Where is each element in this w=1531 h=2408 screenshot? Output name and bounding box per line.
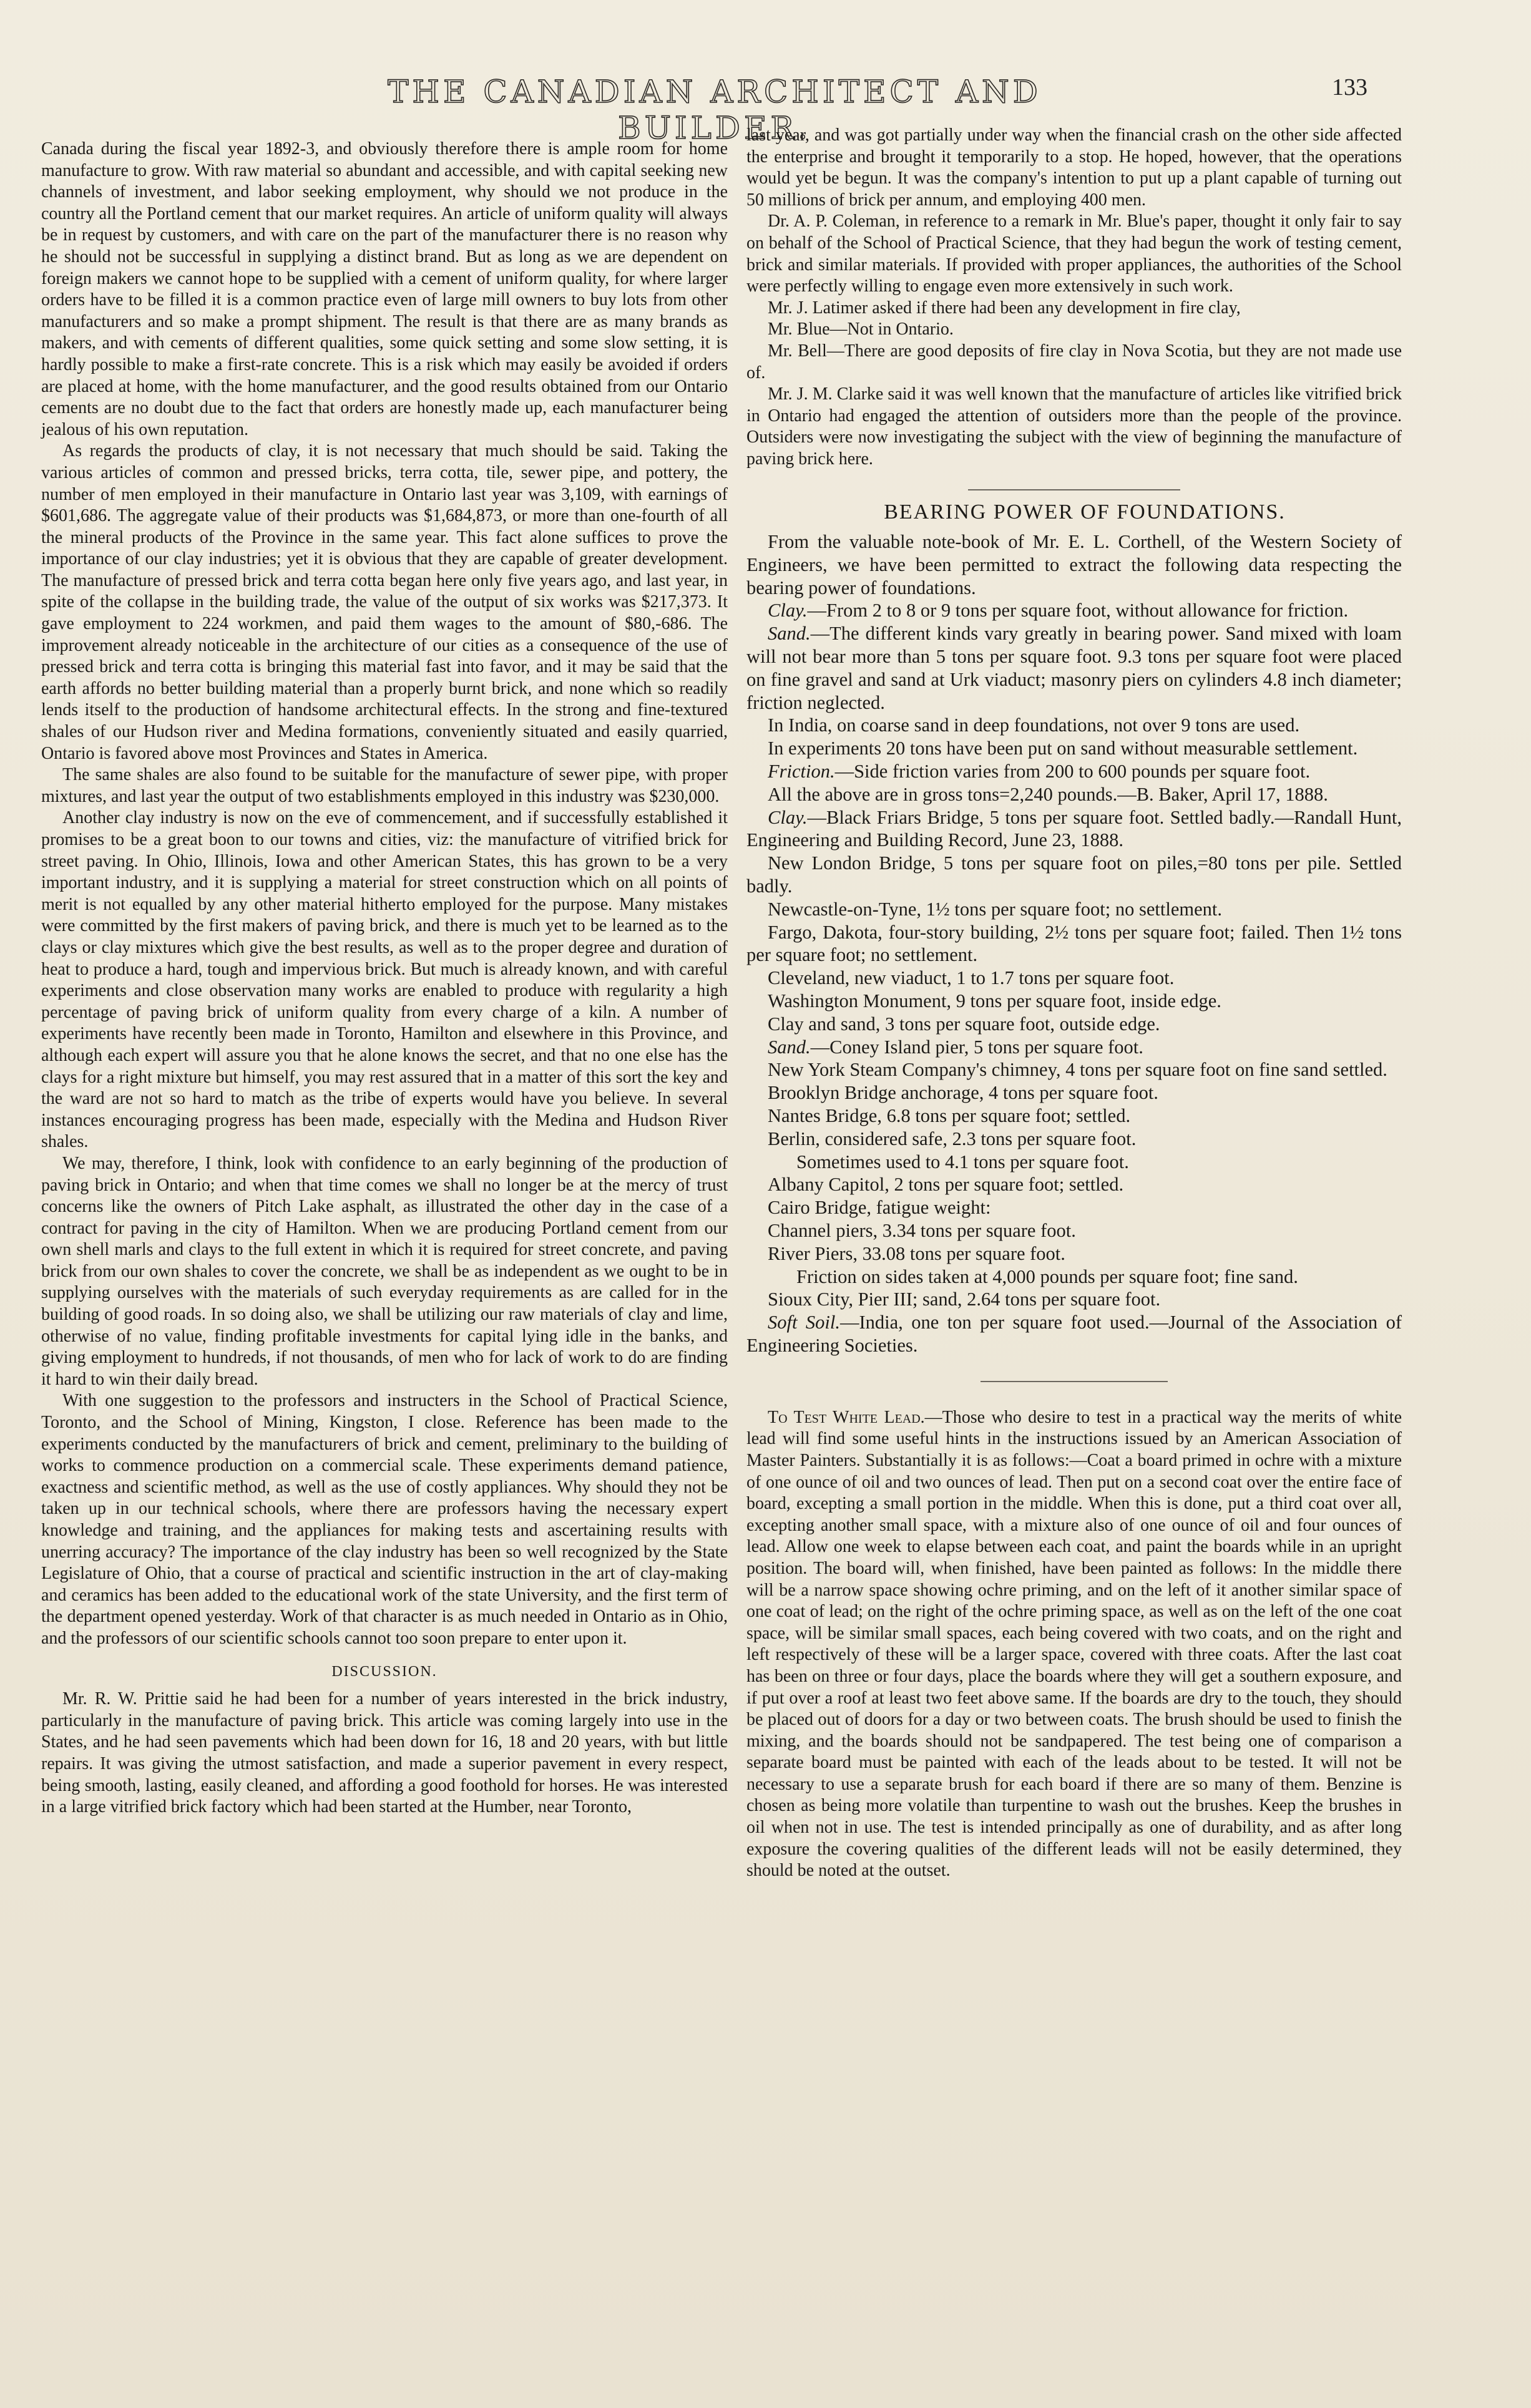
friction-label: Friction. — [768, 761, 835, 782]
clay-label: Clay. — [768, 600, 808, 621]
soft-soil-label: Soft Soil. — [768, 1312, 840, 1333]
paragraph — [746, 599, 1402, 622]
paragraph: We may, therefore, I think, look with confidence to an early beginning of the production of paving brick in Ontario; and when that time comes we shall no longer be at the mercy of trust concerns like the owners of Pitch Lake asphalt, as illustrated the other day in the case of a contract for paving in the city of Hamilton. When we are producing Portland cement from our own shell marls and clays to the full extent in which it is required for street concrete, and paving brick from our own shales to cover the concrete, we shall be as independent as we ought to be in supplying ourselves with the materials of such everyday requirements as are called for in the building of good roads. In so doing also, we shall be utilizing our raw materials of clay and lime, otherwise of no value, finding profitable investments for capital lying idle in the banks, and giving employment to hundreds, if not thousands, of men who for lack of work to do are finding it hard to win their daily bread. — [41, 1153, 728, 1389]
clay2-label: Clay. — [768, 806, 808, 828]
paragraph: Sioux City, Pier III; sand, 2.64 tons per square foot. — [768, 1289, 1161, 1310]
white-lead-article — [746, 1407, 1402, 1882]
paragraph: Washington Monument, 9 tons per square foot, inside edge. — [768, 990, 1221, 1012]
paragraph — [746, 1311, 1402, 1357]
section-title: BEARING POWER OF FOUNDATIONS. — [884, 500, 1286, 524]
paragraph: New London Bridge, 5 tons per square foot on piles,=80 tons per pile. Settled badly. — [746, 852, 1402, 897]
left-column — [41, 139, 728, 1818]
sand-label: Sand. — [768, 623, 811, 645]
clay-text: —From 2 to 8 or 9 tons per square foot, without allowance for friction. — [807, 600, 1349, 621]
paragraph: Channel piers, 3.34 tons per square foot. — [768, 1220, 1076, 1241]
paragraph: Mr. Blue—Not in Ontario. — [768, 319, 954, 339]
white-lead-title: To Test White Lead. — [768, 1407, 925, 1427]
paragraph: Brooklyn Bridge anchorage, 4 tons per square foot. — [768, 1082, 1158, 1104]
sand2-text: —Coney Island pier, 5 tons per square foot. — [810, 1036, 1143, 1058]
paragraph: From the valuable note-book of Mr. E. L. Corthell, of the Western Society of Engineers, we have been permitted to extract the following data respecting the bearing power of foundations. — [746, 531, 1402, 598]
paragraph: Canada during the fiscal year 1892-3, and obviously therefore there is ample room for home manufacture to grow. With raw material so abundant and accessible, and with capital seeking new channels of investment, and labor seeking employment, why should we not produce in the country all the Portland cement that our market requires. An article of uniform quality will always be in request by customers, and with care on the part of the manufacturer there is no reason why he should not be successful in supplying a distinct brand. But as long as we are dependent on foreign makers we cannot hope to be supplied with a cement of uniform quality, for where larger orders have to be filled it is a common practice even of large mill owners to buy lots from other manufacturers and so make a prompt shipment. The result is that there are as many brands as makers, and with cements of different qualities, some quick setting and some slow setting, it is hardly possible to make a first-rate concrete. This is a risk which may easily be avoided if orders are placed at home, with the home manufacturer, and the good results obtained from our Ontario cements are no doubt due to the fact that orders are honestly made up, each manufacturer being jealous of his own reputation. — [41, 139, 728, 439]
paragraph: Dr. A. P. Coleman, in reference to a remark in Mr. Blue's paper, thought it only fair to say on behalf of the School of Practical Science, that they had begun the work of testing cement, brick and similar materials. If provided with proper appliances, the authorities of the School were perfectly willing to engage even more extensively in such work. — [746, 212, 1402, 296]
paragraph — [746, 806, 1402, 852]
section-divider — [968, 489, 1180, 490]
paragraph: Albany Capitol, 2 tons per square foot; settled. — [768, 1174, 1124, 1196]
paragraph: Another clay industry is now on the eve of commencement, and if successfully established it promises to be a great boon to our towns and cities, viz: the manufacture of vitrified brick for street paving. In Ohio, Illinois, Iowa and other American States, this has grown to be a very important industry, and it is supplying a material for street construction which on all points of merit is not equalled by any other material hitherto employed for the purpose. Many mistakes were committed by the first makers of paving brick, and there is much yet to be learned as to the clays or clay mixtures which give the best results, as well as to the proper degree and duration of heat to produce a hard, tough and impervious brick. But much is already known, and with careful experiments and close observation many works are enabled to produce with regularity a high percentage of paving brick of uniform quality from every charge of a kiln. A number of experiments have recently been made in Toronto, Hamilton and elsewhere in this Province, and although each expert will assure you that he alone knows the secret, and that no one else has the clays for a right mixture but himself, you may rest assured that in a matter of this sort the key and the ward are not so hard to match as the tribe of experts would have you believe. In several instances encouraging progress has been made, especially with the Medina and Hudson River shales. — [41, 808, 728, 1152]
paragraph: Fargo, Dakota, four-story building, 2½ tons per square foot; failed. Then 1½ tons per square foot; no settlement. — [746, 921, 1402, 966]
section-divider — [981, 1381, 1168, 1382]
running-title: THE CANADIAN ARCHITECT AND BUILDER. — [388, 74, 1042, 146]
paragraph: In experiments 20 tons have been put on sand without measurable settlement. — [768, 738, 1358, 759]
paragraph: Cleveland, new viaduct, 1 to 1.7 tons per square foot. — [768, 967, 1175, 989]
paragraph: Mr. J. Latimer asked if there had been any development in fire clay, — [768, 298, 1241, 318]
paragraph: River Piers, 33.08 tons per square foot. — [768, 1242, 1065, 1264]
right-column — [746, 125, 1402, 1882]
discussion-heading: DISCUSSION. — [331, 1663, 438, 1680]
paragraph: All the above are in gross tons=2,240 pounds.—B. Baker, April 17, 1888. — [768, 783, 1328, 805]
white-lead-text: —Those who desire to test in a practical way the merits of white lead will find some useful hints in the instructions issued by an American Association of Master Painters. Substantially it is as follows:—Coat a board primed in ochre with a mixture of one ounce of oil and two ounces of lead. Then put on a second coat over the entire face of board, excepting a small portion in the middle. When this is done, put a third coat over all, excepting another small space, with a mixture also of one ounce of oil and four ounces of lead. Allow one week to elapse between each coat, and paint the boards while in an upright position. The board will, when finished, have been painted as follows: In the middle there will be a narrow space showing ochre priming, and on the left of it another similar space of one coat of lead; on the right of the ochre priming space, as well as on the left of the one coat space, will be similar small spaces, each being covered with two coats, and on the right and left respectively of these will be a larger space, covered with three coats. After the last coat has been on three or four days, place the boards where they will get a southern exposure, and if put over a roof at least two feet above same. If the boards are dry to the touch, they should be placed out of doors for a day or two between coats. The brush should be used to finish the mixing, and the boards should not be sandpapered. The test being one of comparison a separate board must be painted with each of the leads about to be tested. It will not be necessary to use a separate brush for each board if there are so many of them. Benzine is chosen as being more volatile than turpentine to wash out the brushes. Keep the brushes in oil when not in use. The test is intended principally as one of durability, and as after long exposure the covering qualities of the different leads will not be easily determined, they should be noted at the outset. — [746, 1407, 1402, 1881]
paragraph: Cairo Bridge, fatigue weight: — [768, 1197, 991, 1219]
paragraph: Newcastle-on-Tyne, 1½ tons per square foot; no settlement. — [768, 898, 1222, 920]
clay2-text: —Black Friars Bridge, 5 tons per square foot. Settled badly.—Randall Hunt, Engineering and Building Record, June 23, 1888. — [746, 806, 1402, 851]
paragraph: last year, and was got partially under way when the financial crash on the other side affected the enterprise and brought it temporarily to a stop. He hoped, however, that the operations would yet be begun. It was the company's intention to put up a plant capable of turning out 50 millions of brick per annum, and employing 400 men. — [746, 125, 1402, 210]
paragraph — [746, 622, 1402, 714]
paragraph: Friction on sides taken at 4,000 pounds per square foot; fine sand. — [796, 1265, 1298, 1287]
paragraph: New York Steam Company's chimney, 4 tons per square foot on fine sand settled. — [768, 1059, 1387, 1081]
paragraph: The same shales are also found to be suitable for the manufacture of sewer pipe, with proper mixtures, and last year the output of two establishments employed in this industry was $230,000. — [41, 765, 728, 806]
page-header — [0, 74, 1531, 146]
paragraph — [746, 1407, 1402, 1882]
paragraph — [746, 760, 1402, 783]
paragraph: Sometimes used to 4.1 tons per square foot. — [796, 1151, 1129, 1172]
sand2-label: Sand. — [768, 1036, 811, 1058]
paragraph: As regards the products of clay, it is not necessary that much should be said. Taking the various articles of common and pressed bricks, terra cotta, tile, sewer pipe, and pottery, the number of men employed in their manufacture in Ontario last year was 3,109, with earnings of $601,686. The aggregate value of their products was $1,684,873, or more than one-fourth of all the mineral products of the Province in the same year. This fact alone suffices to prove the importance of our clay industries; yet it is obvious that they are capable of greater development. The manufacture of pressed brick and terra cotta began here only five years ago, and last year, in spite of the collapse in the building trade, the value of the output of six works was $217,373. It gave employment to 224 workmen, and paid them wages to the amount of $80,-686. The improvement already noticeable in the architecture of our cities as a consequence of the use of pressed brick and terra cotta is bringing this material fast into favor, and it may be said that the earth affords no better building material than a properly burnt brick, and none which so readily lends itself to the production of handsome architectural effects. In the strong and fine-textured shales of our Hudson river and Medina formations, conveniently situated and easily quarried, Ontario is favored above most Provinces and States in America. — [41, 441, 728, 763]
paragraph: In India, on coarse sand in deep foundations, not over 9 tons are used. — [768, 714, 1300, 736]
paragraph: Mr. Bell—There are good deposits of fire clay in Nova Scotia, but they are not made use of. — [746, 341, 1402, 383]
foundations-article — [746, 530, 1402, 1357]
paragraph: Nantes Bridge, 6.8 tons per square foot; settled. — [768, 1105, 1131, 1127]
soft-soil-text: —India, one ton per square foot used.—Journal of the Association of Engineering Societies. — [746, 1312, 1402, 1356]
paragraph: Clay and sand, 3 tons per square foot, outside edge. — [768, 1013, 1160, 1035]
paragraph: Berlin, considered safe, 2.3 tons per square foot. — [768, 1128, 1137, 1149]
paragraph: Mr. J. M. Clarke said it was well known that the manufacture of articles like vitrified brick in Ontario had engaged the attention of outsiders more than the people of the province. Outsiders were now investigating the subject with the view of beginning the manufacture of paving brick here. — [746, 384, 1402, 469]
paragraph: With one suggestion to the professors and instructers in the School of Practical Science, Toronto, and the School of Mining, Kingston, I close. Reference has been made to the experiments conducted by the manufacturers of brick and cement, preliminary to the building of works to commence production on a commercial scale. These experiments demand patience, exactness and scientific method, as well as the use of costly appliances. Why should they not be taken up in our technical schools, where there are professors having the necessary expert knowledge and training, and the appliances for making tests and ascertaining results with unerring accuracy? The importance of the clay industry has been so well recognized by the State Legislature of Ohio, that a course of practical and scientific instruction in the art of clay-making and ceramics has been added to the educational work of the state University, and the first term of the department opened yesterday. Work of that character is as much needed in Ontario as in Ohio, and the professors of our scientific schools cannot too soon prepare to enter upon it. — [41, 1391, 728, 1648]
paragraph: Mr. R. W. Prittie said he had been for a number of years interested in the brick industry, particularly in the manufacture of paving brick. This article was coming largely into use in the States, and he had seen pavements which had been down for 16, 18 and 20 years, with but little repairs. It was giving the utmost satisfaction, and made a superior pavement in every respect, being smooth, lasting, easily cleaned, and affording a good foothold for horses. He was interested in a large vitrified brick factory which had been started at the Humber, near Toronto, — [41, 1689, 728, 1817]
page-number: 133 — [1332, 74, 1367, 100]
sand-text: —The different kinds vary greatly in bearing power. Sand mixed with loam will not bear more than 5 tons per square foot. 9.3 tons per square foot were placed on fine gravel and sand at Urk viaduct; masonry piers on cylinders 4.8 inch diameter; friction neglected. — [746, 623, 1402, 713]
paragraph — [746, 1036, 1402, 1059]
friction-text: —Side friction varies from 200 to 600 pounds per square foot. — [834, 761, 1311, 782]
